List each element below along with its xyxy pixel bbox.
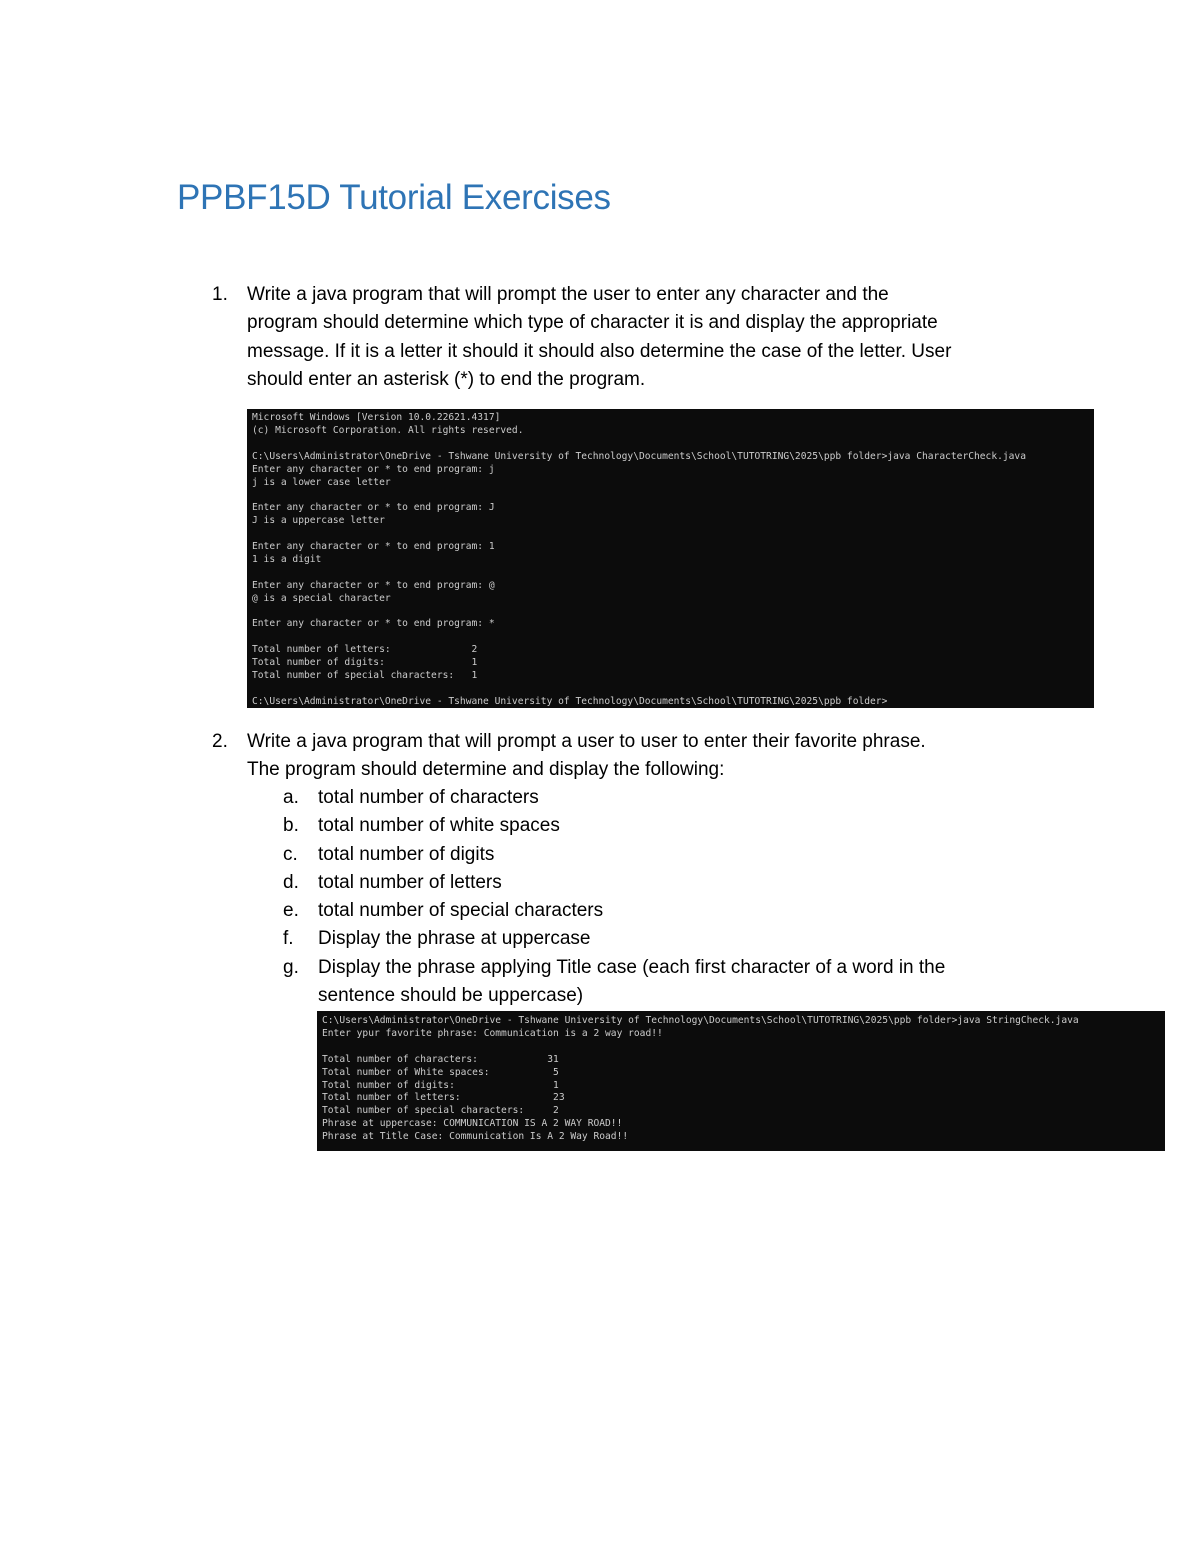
console-line: @ is a special character [252, 592, 391, 604]
console-line: Total number of characters: 31 [322, 1053, 559, 1065]
question-2-sublist [283, 784, 945, 1010]
question-1-text [247, 281, 951, 394]
console-line: Total number of letters: 23 [322, 1092, 565, 1104]
question-1-line: program should determine which type of character it is and display the appropriate [247, 312, 938, 334]
console-line [252, 606, 1089, 619]
console-line: Enter any character or * to end program: @ [252, 579, 495, 591]
console-line: C:\Users\Administrator\OneDrive - Tshwane University of Technology\Documents\School\TUTOTRING\2025\ppb folder>java StringCheck.java [322, 1015, 1079, 1026]
console-line: Enter any character or * to end program: J [252, 502, 495, 514]
list-item-text: Display the phrase at uppercase [318, 928, 591, 950]
list-item-letter: a. [283, 787, 299, 808]
list-item-letter: d. [283, 871, 299, 893]
console-line: C:\Users\Administrator\OneDrive - Tshwane University of Technology\Documents\School\TUTOTRING\2025\ppb folder> [252, 695, 888, 707]
console-line: (c) Microsoft Corporation. All rights reserved. [252, 424, 524, 436]
page-title: PPBF15D Tutorial Exercises [177, 178, 611, 217]
question-1-line: message. If it is a letter it should it should also determine the case of the letter. User [247, 340, 952, 362]
question-1-line: should enter an asterisk (*) to end the program. [247, 368, 646, 390]
question-2-line: The program should determine and display the following: [247, 759, 725, 781]
console-line: Total number of letters: 2 [252, 644, 478, 656]
list-item-text: total number of digits [318, 843, 495, 865]
list-item [283, 869, 945, 897]
list-item [283, 841, 945, 869]
question-2-text [247, 728, 926, 785]
question-1-number: 1. [212, 284, 228, 305]
list-item [283, 812, 945, 840]
console-line: Total number of special characters: 1 [252, 670, 478, 682]
console-line: Enter any character or * to end program: j [252, 463, 495, 475]
question-1-console-screenshot [247, 409, 1094, 708]
console-line [252, 489, 1089, 502]
console-line: Total number of White spaces: 5 [322, 1066, 559, 1078]
console-line: 1 is a digit [252, 553, 322, 565]
console-line: j is a lower case letter [252, 476, 391, 488]
console-line [322, 1041, 1160, 1054]
console-line: Enter any character or * to end program: 1 [252, 541, 495, 553]
console-line [252, 528, 1089, 541]
list-item-text: total number of letters [318, 871, 502, 893]
list-item-text: total number of characters [318, 787, 539, 808]
question-2-number: 2. [212, 731, 228, 752]
console-line: Total number of special characters: 2 [322, 1105, 559, 1117]
question-2-console-screenshot [317, 1011, 1165, 1151]
question-1-line: Write a java program that will prompt the user to enter any character and the [247, 284, 889, 305]
console-line: Phrase at Title Case: Communication Is A 2 Way Road!! [322, 1131, 629, 1143]
console-line: Phrase at uppercase: COMMUNICATION IS A 2 WAY ROAD!! [322, 1118, 623, 1130]
list-item-letter: b. [283, 815, 299, 837]
console-line [252, 683, 1089, 696]
list-item [283, 897, 945, 925]
list-item-letter: f. [283, 928, 294, 950]
list-item-letter: e. [283, 900, 299, 922]
list-item-text: total number of special characters [318, 900, 604, 922]
console-line: Microsoft Windows [Version 10.0.22621.4317] [252, 412, 501, 423]
list-item-letter: c. [283, 843, 298, 865]
list-item-text-continued: sentence should be uppercase) [318, 985, 584, 1007]
console-line: Enter ypur favorite phrase: Communication is a 2 way road!! [322, 1027, 663, 1039]
list-item-letter: g. [283, 956, 299, 978]
console-line: Total number of digits: 1 [252, 657, 478, 669]
question-2-line: Write a java program that will prompt a user to user to enter their favorite phrase. [247, 731, 926, 752]
list-item [283, 784, 945, 812]
list-item [283, 954, 945, 1011]
list-item-text: total number of white spaces [318, 815, 560, 837]
list-item [283, 925, 945, 953]
console-line: Total number of digits: 1 [322, 1079, 559, 1091]
console-line: C:\Users\Administrator\OneDrive - Tshwane University of Technology\Documents\School\TUTOTRING\2025\ppb folder>java CharacterCheck.java [252, 450, 1026, 462]
list-item-text: Display the phrase applying Title case (each first character of a word in the [318, 956, 946, 978]
console-line [252, 438, 1089, 451]
console-line [252, 567, 1089, 580]
console-line: Enter any character or * to end program: * [252, 618, 495, 630]
console-line: J is a uppercase letter [252, 515, 385, 527]
console-line [252, 631, 1089, 644]
